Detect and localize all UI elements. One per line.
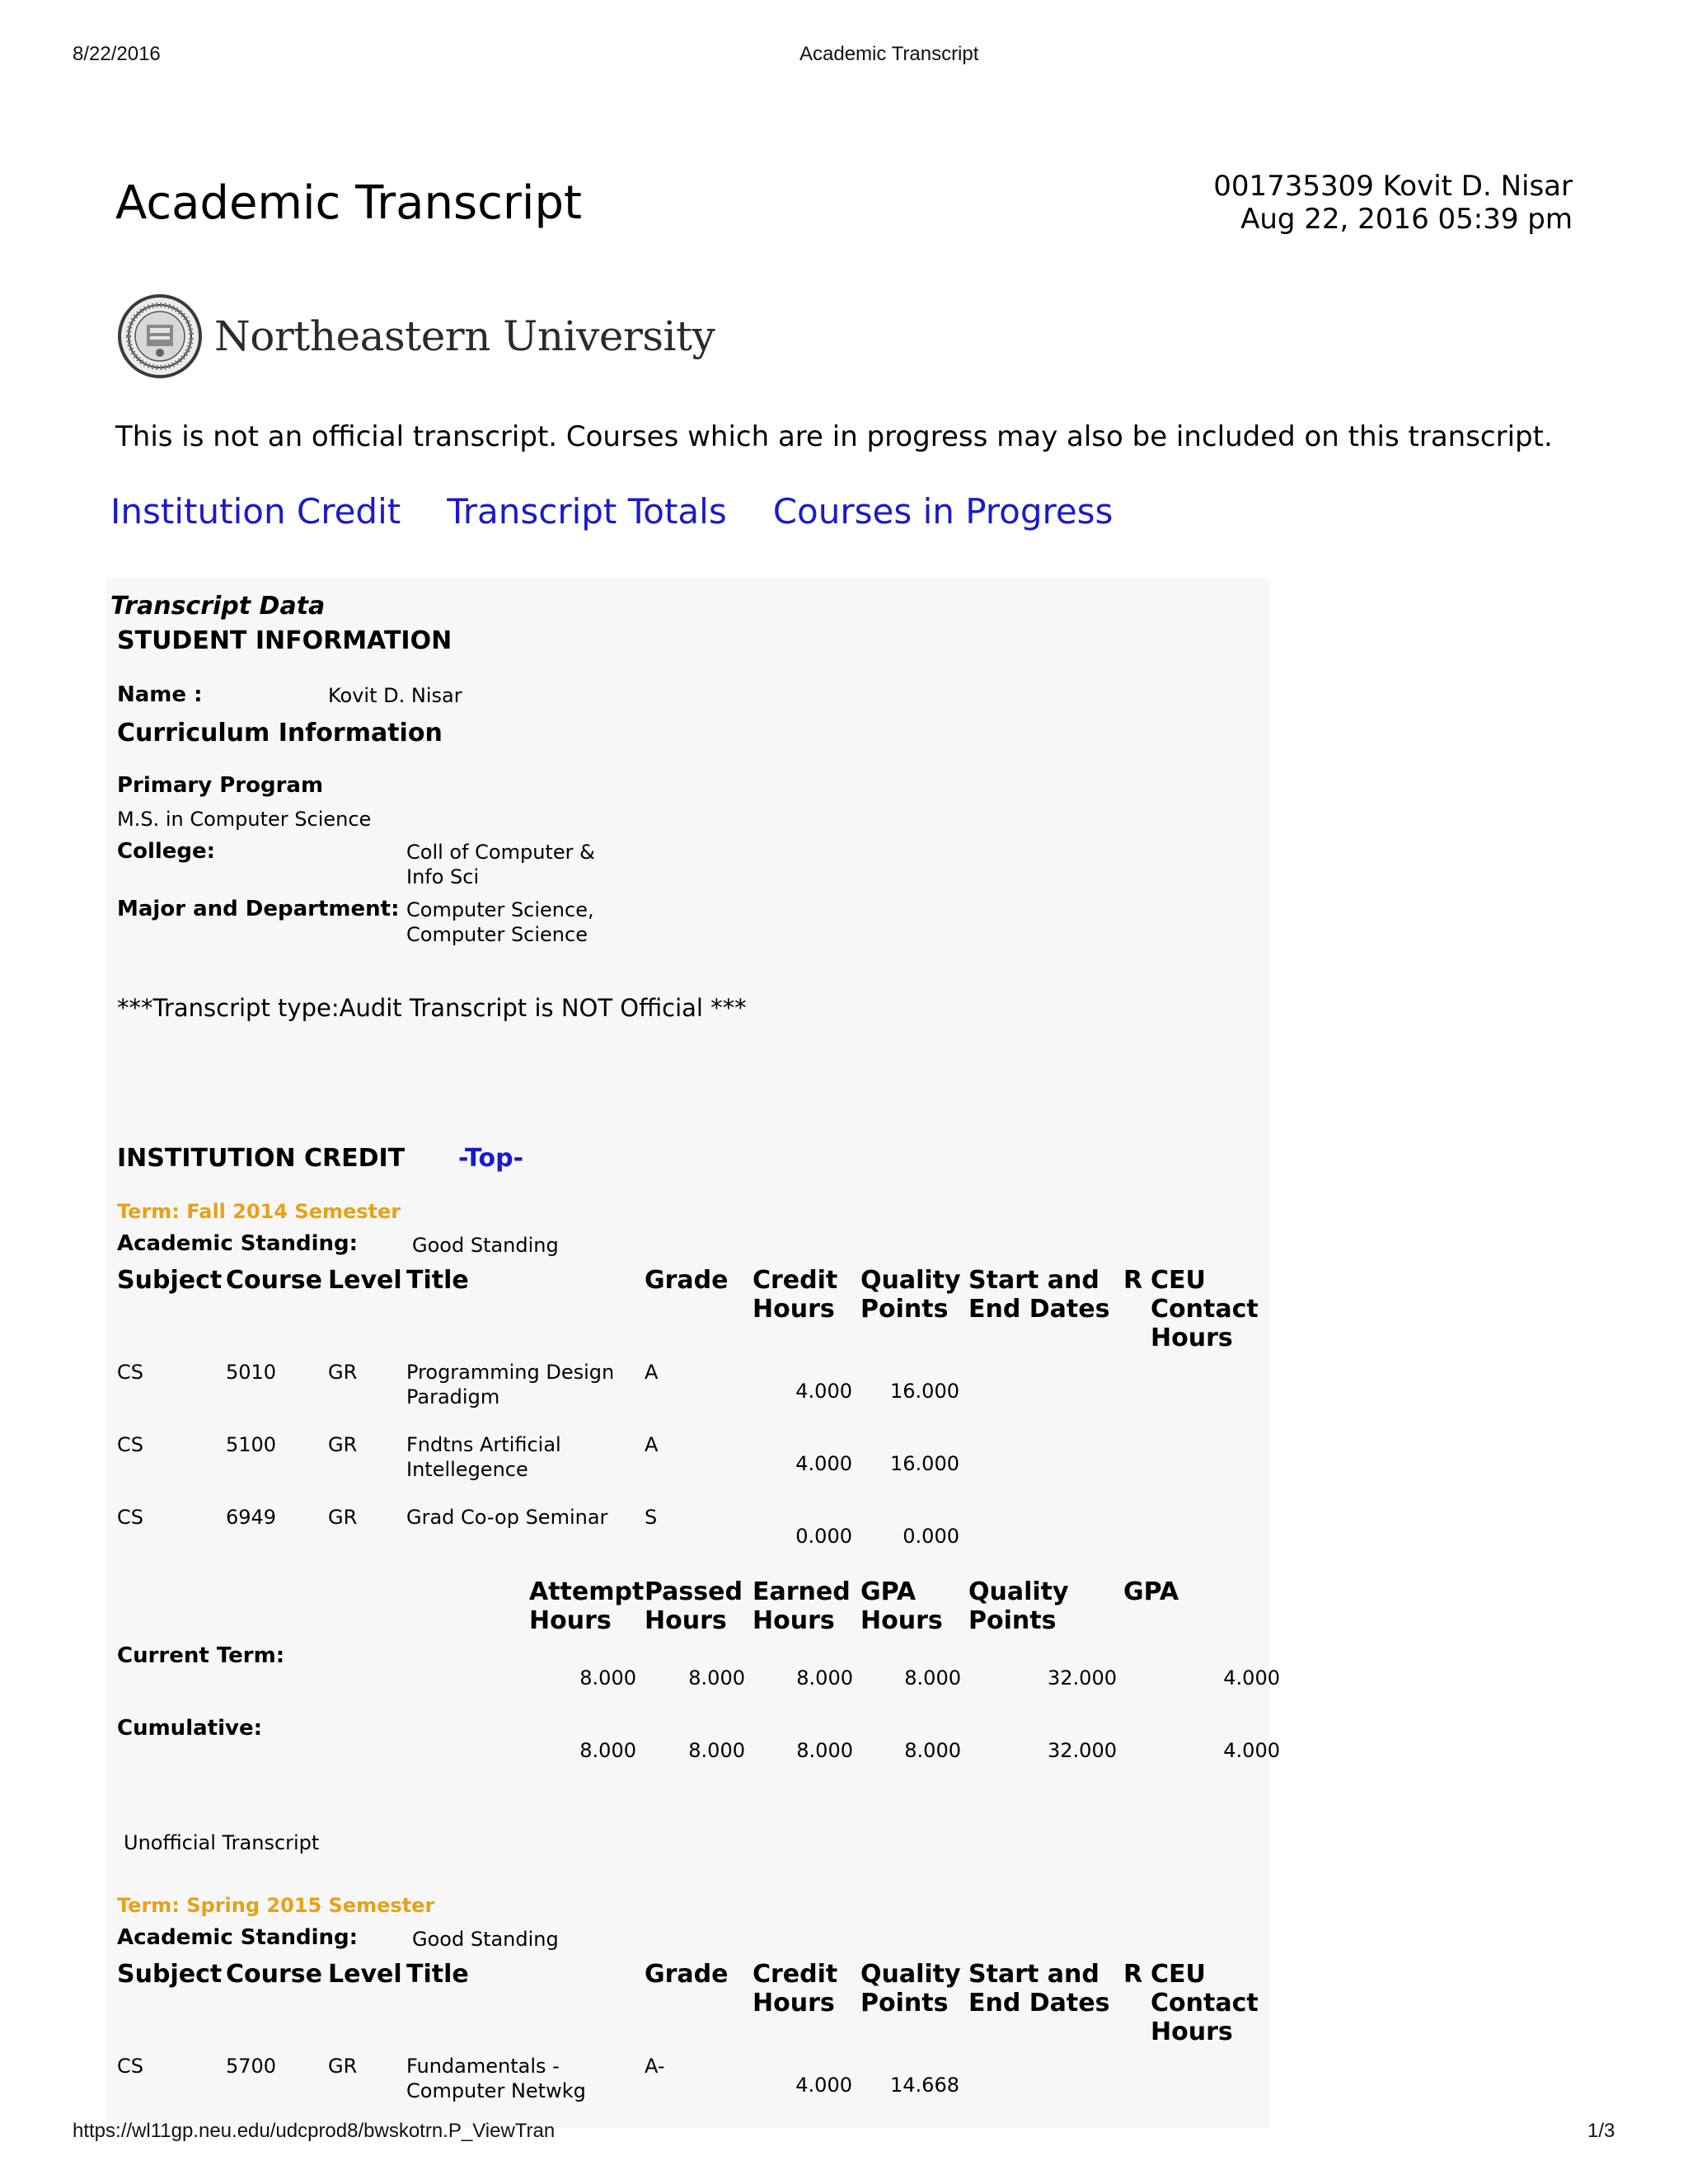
university-logo — [117, 293, 715, 379]
institution-credit-heading: INSTITUTION CREDIT — [117, 1144, 406, 1173]
college-label: College: — [117, 839, 216, 864]
col-gpa-hours: GPA Hours — [860, 1577, 943, 1635]
col-quality-points: Quality Points — [860, 1960, 961, 2018]
col-level: Level — [328, 1960, 402, 1989]
transcript-totals-link[interactable]: Transcript Totals — [447, 491, 727, 532]
student-identity — [1213, 170, 1573, 236]
col-earned-hours: Earned Hours — [753, 1577, 851, 1635]
col-credit-hours: Credit Hours — [753, 1960, 838, 2018]
major-value-line1: Computer Science, — [406, 898, 594, 921]
transcript-type: ***Transcript type:Audit Transcript is NOT Official *** — [117, 994, 747, 1022]
print-url: https://wl11gp.neu.edu/udcprod8/bwskotrn.P_ViewTran — [73, 2120, 556, 2142]
top-link[interactable]: -Top- — [458, 1144, 524, 1173]
col-ceu-contact-hours: CEU Contact Hours — [1151, 1960, 1259, 2046]
courses-in-progress-link[interactable]: Courses in Progress — [772, 491, 1114, 532]
col-total-quality-points: Quality Points — [968, 1577, 1069, 1635]
col-grade: Grade — [645, 1960, 729, 1989]
major-label: Major and Department: — [117, 897, 400, 921]
cumulative-row: Cumulative: 8.000 8.000 8.000 8.000 32.000 4.000 — [117, 1716, 1280, 1762]
table-row: CS 5700 GR Fundamentals - Computer Netwkg A- 4.000 14.668 — [117, 2055, 959, 2102]
col-passed-hours: Passed Hours — [645, 1577, 743, 1635]
academic-standing-label: Academic Standing: — [117, 1925, 359, 1950]
col-start-end-dates: Start and End Dates — [968, 1960, 1110, 2018]
college-value-line2: Info Sci — [406, 865, 480, 888]
col-grade: Grade — [645, 1266, 729, 1295]
col-attempt-hours: Attempt Hours — [529, 1577, 645, 1635]
col-level: Level — [328, 1266, 402, 1295]
academic-standing-label: Academic Standing: — [117, 1231, 359, 1256]
print-title: Academic Transcript — [799, 43, 979, 65]
primary-program-label: Primary Program — [117, 773, 324, 798]
primary-program-value: M.S. in Computer Science — [117, 808, 372, 831]
university-name: Northeastern University — [214, 312, 715, 360]
transcript-data-heading: Transcript Data — [110, 592, 326, 621]
term-fall-2014: Term: Fall 2014 Semester — [117, 1200, 401, 1223]
print-page-number: 1/3 — [1587, 2120, 1615, 2142]
name-label: Name : — [117, 682, 203, 707]
timestamp: Aug 22, 2016 05:39 pm — [1240, 203, 1573, 236]
col-start-end-dates: Start and End Dates — [968, 1266, 1110, 1324]
name-value: Kovit D. Nisar — [328, 684, 462, 707]
student-id-line: 001735309 Kovit D. Nisar — [1213, 170, 1573, 203]
col-r: R — [1123, 1960, 1143, 1989]
col-title: Title — [406, 1960, 469, 1989]
print-date: 8/22/2016 — [73, 43, 161, 65]
academic-standing-value: Good Standing — [412, 1234, 559, 1257]
current-term-row: Current Term: 8.000 8.000 8.000 8.000 32.000 4.000 — [117, 1643, 1280, 1690]
col-subject: Subject — [117, 1960, 223, 1989]
col-quality-points: Quality Points — [860, 1266, 961, 1324]
page-title: Academic Transcript — [115, 176, 582, 230]
section-nav — [110, 491, 1113, 532]
col-credit-hours: Credit Hours — [753, 1266, 838, 1324]
table-row: CS 5010 GR Programming Design Paradigm A 4.000 16.000 — [117, 1361, 959, 1408]
col-r: R — [1123, 1266, 1143, 1295]
col-title: Title — [406, 1266, 469, 1295]
col-subject: Subject — [117, 1266, 223, 1295]
institution-credit-link[interactable]: Institution Credit — [110, 491, 401, 532]
academic-standing-value: Good Standing — [412, 1928, 559, 1951]
university-seal-icon — [117, 293, 203, 379]
student-info-heading: STUDENT INFORMATION — [117, 626, 452, 655]
term-spring-2015: Term: Spring 2015 Semester — [117, 1894, 435, 1917]
table-row: CS 5100 GR Fndtns Artificial Intellegence A 4.000 16.000 — [117, 1433, 959, 1481]
unofficial-transcript-note: Unofficial Transcript — [124, 1831, 320, 1854]
curriculum-heading: Curriculum Information — [117, 719, 443, 748]
col-course: Course — [226, 1960, 322, 1989]
table-row: CS 6949 GR Grad Co-op Seminar S 0.000 0.000 — [117, 1506, 959, 1548]
college-value-line1: Coll of Computer & — [406, 841, 595, 864]
col-ceu-contact-hours: CEU Contact Hours — [1151, 1266, 1259, 1352]
unofficial-notice: This is not an official transcript. Courses which are in progress may also be included on this transcript. — [115, 420, 1553, 453]
major-value-line2: Computer Science — [406, 923, 588, 946]
col-gpa: GPA — [1123, 1577, 1179, 1606]
col-course: Course — [226, 1266, 322, 1295]
